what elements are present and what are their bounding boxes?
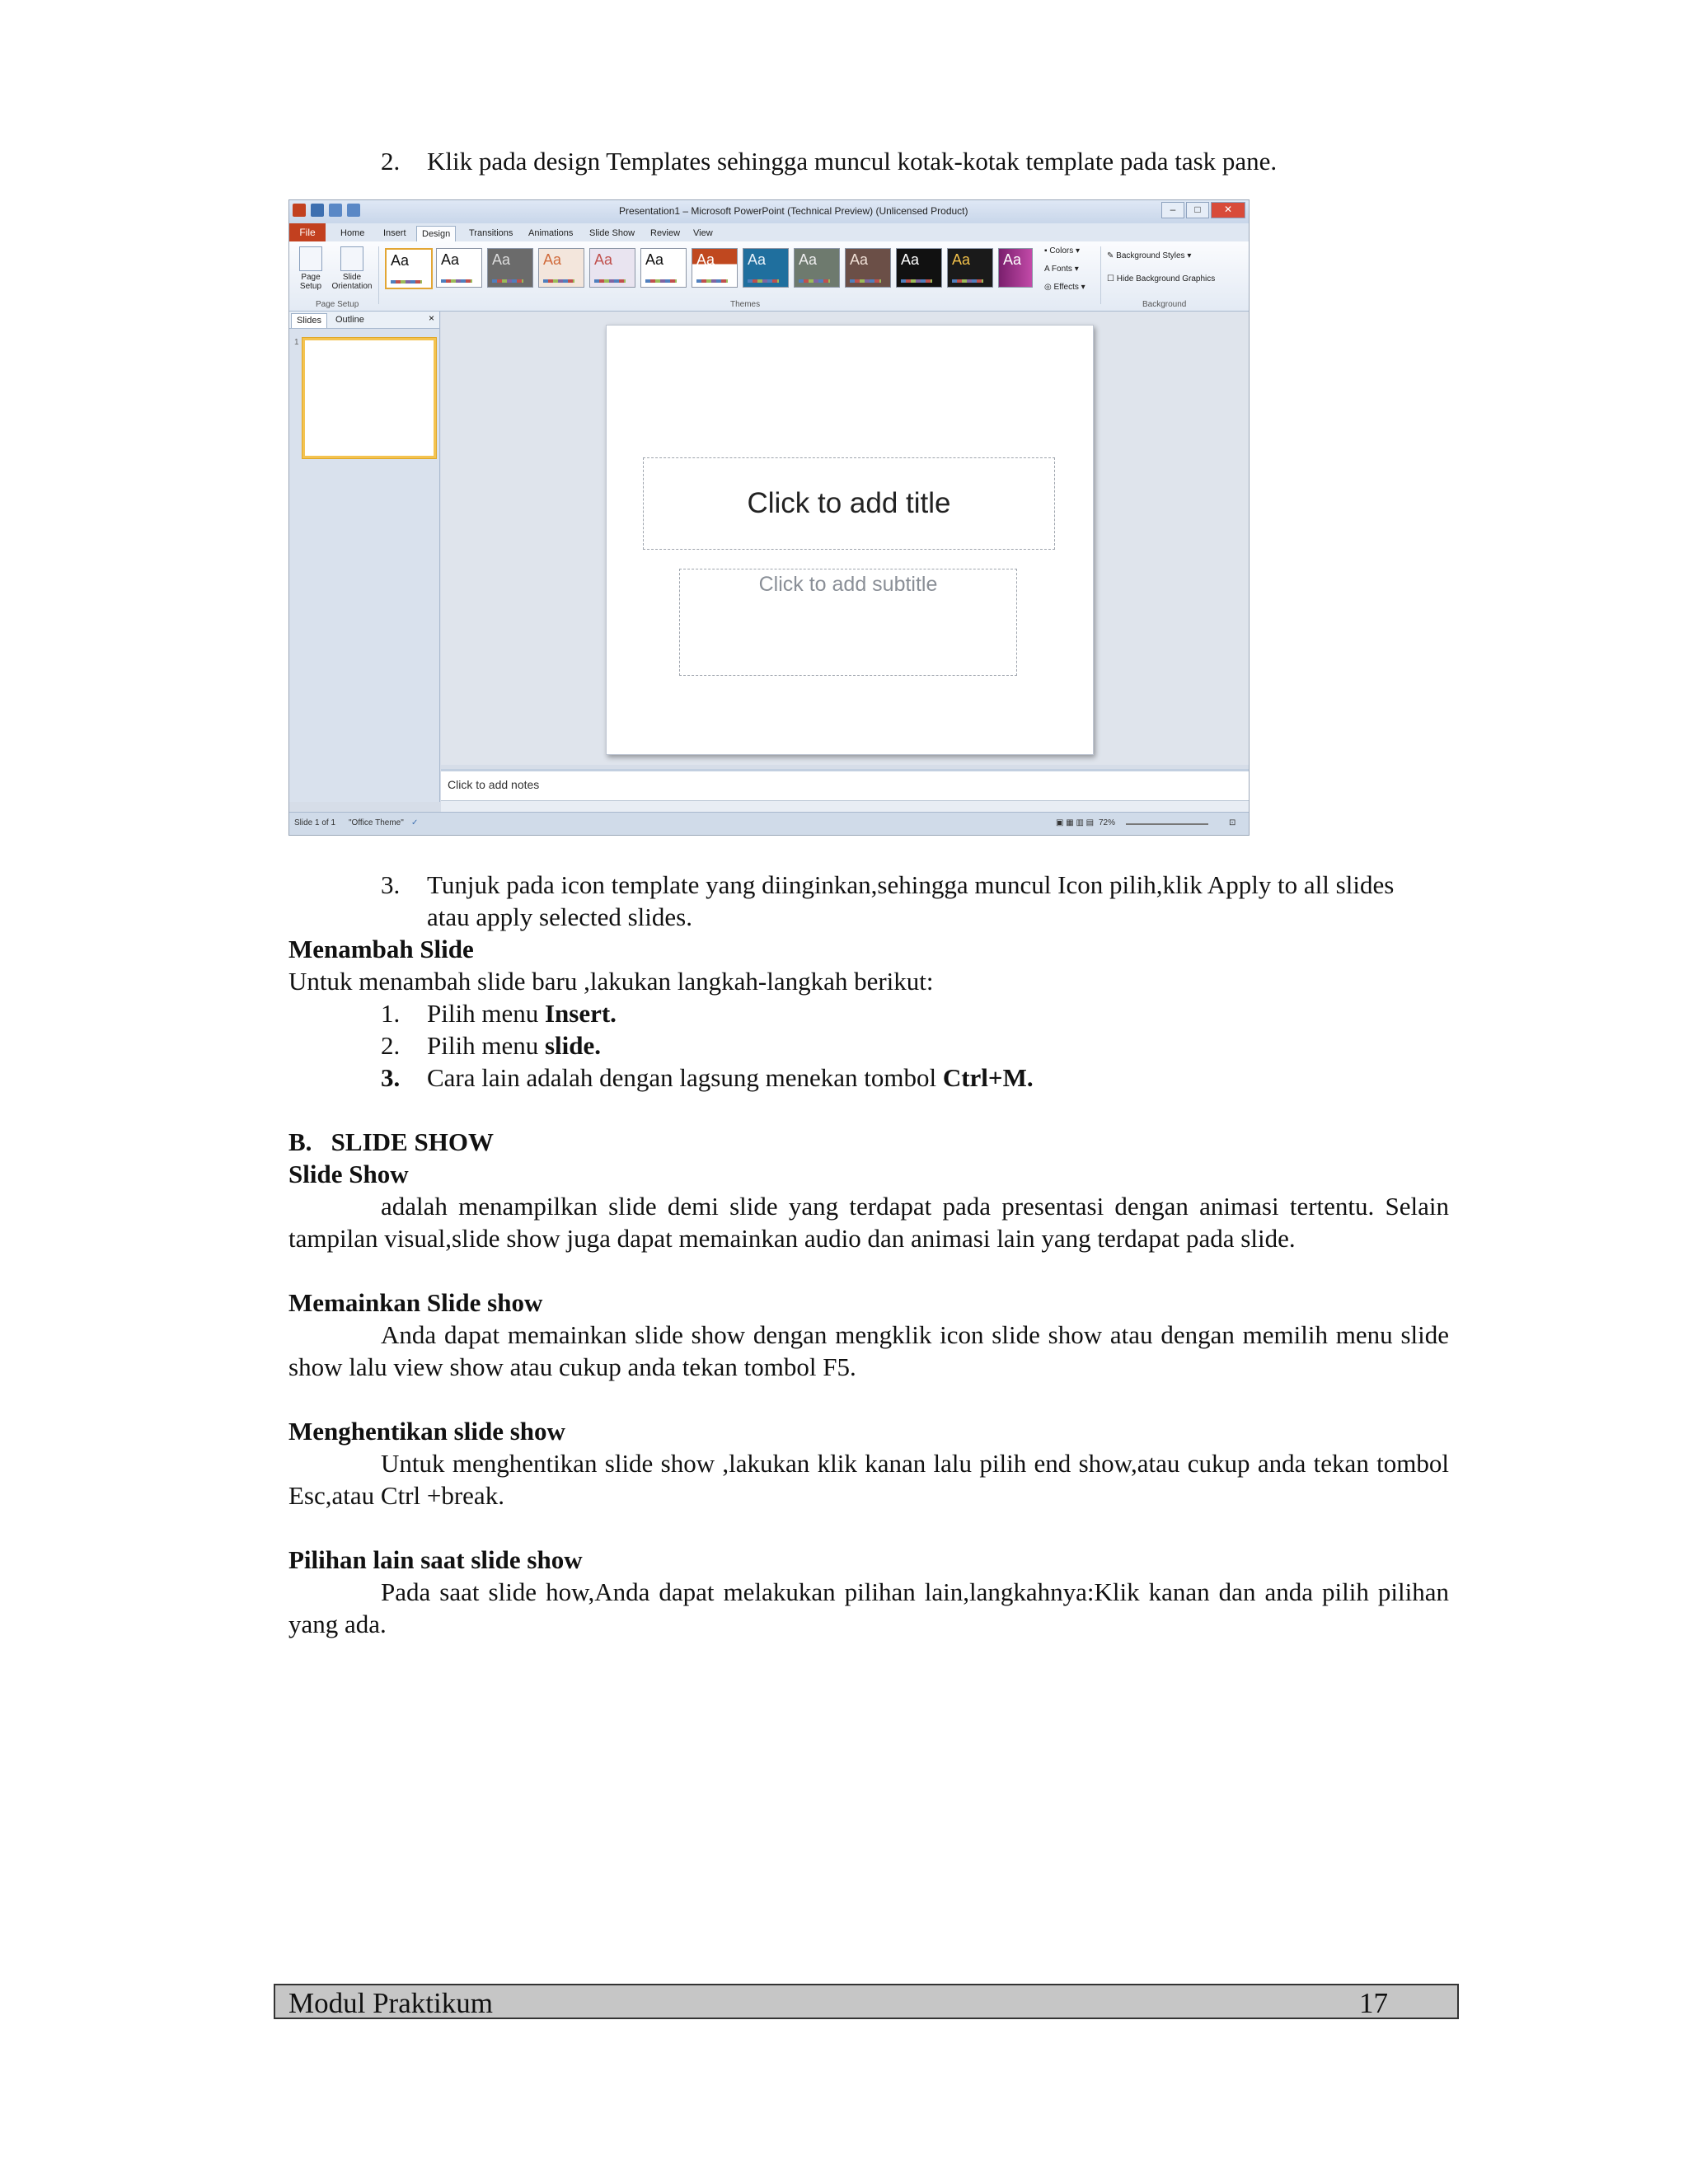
theme-thumbnail[interactable]: Aa: [896, 248, 942, 288]
slide-thumbnail-number: 1: [294, 338, 299, 347]
zoom-slider[interactable]: [1126, 823, 1208, 825]
paragraph: Untuk menghentikan slide show ,lakukan klik kanan lalu pilih end show,atau cukup anda tekan tombol Esc,atau Ctrl +break.: [288, 1449, 1449, 1510]
tab-outline[interactable]: Outline: [335, 315, 364, 325]
slide-canvas: [441, 312, 1249, 765]
tab-transitions[interactable]: Transitions: [469, 228, 513, 238]
tab-animations[interactable]: Animations: [528, 228, 574, 238]
window-titlebar: [289, 200, 1249, 223]
theme-thumbnail[interactable]: Aa: [640, 248, 687, 288]
maximize-icon[interactable]: □: [1186, 202, 1209, 218]
horizontal-scrollbar[interactable]: [441, 800, 1249, 813]
slides-pane: [289, 312, 440, 802]
theme-thumbnail[interactable]: Aa: [845, 248, 891, 288]
window-controls: [1161, 202, 1245, 218]
heading-memainkan: Memainkan Slide show: [288, 1288, 543, 1317]
tab-review[interactable]: Review: [650, 228, 681, 238]
close-icon[interactable]: ✕: [1211, 202, 1245, 218]
theme-thumbnail[interactable]: Aa: [487, 248, 533, 288]
status-bar: [289, 812, 1249, 836]
hide-background-checkbox[interactable]: ☐ Hide Background Graphics: [1107, 274, 1216, 284]
theme-thumbnail[interactable]: Aa: [743, 248, 789, 288]
minimize-icon[interactable]: –: [1161, 202, 1184, 218]
theme-thumbnail[interactable]: Aa: [538, 248, 584, 288]
slide-orientation-label: Slide Orientation: [331, 273, 373, 291]
section-heading: B. SLIDE SHOW: [288, 1127, 494, 1156]
quick-access-toolbar: [293, 204, 360, 217]
spellcheck-icon[interactable]: ✓: [411, 818, 419, 827]
ribbon-tabs: [289, 223, 1249, 241]
theme-thumbnail[interactable]: Aa: [589, 248, 635, 288]
theme-thumbnail[interactable]: Aa: [998, 248, 1033, 288]
subheading-slide-show: Slide Show: [288, 1160, 409, 1188]
fit-to-window-icon[interactable]: ⊡: [1229, 818, 1236, 827]
ribbon-separator: [378, 246, 379, 304]
theme-thumbnail[interactable]: Aa: [436, 248, 482, 288]
save-icon[interactable]: [311, 204, 324, 217]
ribbon-separator: [1100, 246, 1101, 304]
effects-button[interactable]: ◎ Effects ▾: [1044, 283, 1085, 292]
subtitle-placeholder[interactable]: Click to add subtitle: [679, 569, 1017, 676]
fonts-button[interactable]: A Fonts ▾: [1044, 265, 1079, 274]
background-group-label: Background: [1142, 300, 1187, 309]
tab-insert[interactable]: Insert: [383, 228, 406, 238]
ribbon: [289, 241, 1249, 312]
powerpoint-screenshot: [288, 199, 1250, 836]
undo-icon[interactable]: [329, 204, 342, 217]
themes-group-label: Themes: [730, 300, 761, 309]
page-setup-group-label: Page Setup: [316, 300, 359, 309]
pane-tabs: [289, 312, 439, 329]
notes-pane[interactable]: [441, 769, 1249, 803]
theme-thumbnail[interactable]: Aa: [692, 248, 738, 288]
view-buttons[interactable]: ▣ ▦ ▥ ▤: [1056, 818, 1095, 827]
page-setup-label: Page Setup: [299, 273, 322, 291]
window-title: Presentation1 – Microsoft PowerPoint (Technical Preview) (Unlicensed Product): [619, 205, 968, 217]
page-setup-button[interactable]: [294, 246, 327, 291]
notes-placeholder: Click to add notes: [448, 778, 540, 791]
title-placeholder[interactable]: Click to add title: [643, 457, 1055, 550]
zoom-level[interactable]: 72%: [1099, 818, 1116, 827]
slide[interactable]: [606, 325, 1094, 755]
paragraph: Pada saat slide how,Anda dapat melakukan pilihan lain,langkahnya:Klik kanan dan anda pilih pilihan yang ada.: [288, 1577, 1449, 1638]
close-icon[interactable]: ×: [428, 312, 434, 324]
list-text: Tunjuk pada icon template yang diinginkan,sehingga muncul Icon pilih,klik Apply to all slides: [427, 870, 1395, 899]
paragraph: adalah menampilkan slide demi slide yang terdapat pada presentasi dengan animasi tertentu. Selain tampilan visual,slide show juga dapat memainkan audio dan animasi lain yang terdapat pada slide.: [288, 1192, 1449, 1253]
tab-view[interactable]: View: [693, 228, 713, 238]
heading-menambah-slide: Menambah Slide: [288, 935, 474, 963]
paragraph: Untuk menambah slide baru ,lakukan langkah-langkah berikut:: [288, 967, 934, 996]
heading-menghentikan: Menghentikan slide show: [288, 1417, 565, 1446]
page-setup-icon: [299, 246, 322, 271]
tab-slide-show[interactable]: Slide Show: [589, 228, 635, 238]
powerpoint-logo-icon: [293, 204, 306, 217]
theme-thumbnail[interactable]: Aa: [794, 248, 840, 288]
list-number: 2.: [381, 147, 401, 176]
background-styles-button[interactable]: ✎ Background Styles ▾: [1107, 251, 1192, 260]
page-number: 17: [1359, 1987, 1388, 2019]
tab-home[interactable]: Home: [340, 228, 365, 238]
theme-name: "Office Theme": [349, 818, 404, 827]
footer-label: Modul Praktikum: [288, 1987, 493, 2019]
slide-count: Slide 1 of 1: [294, 818, 336, 827]
heading-pilihan-lain: Pilihan lain saat slide show: [288, 1545, 583, 1574]
file-tab[interactable]: File: [289, 223, 326, 241]
theme-thumbnail[interactable]: Aa: [947, 248, 993, 288]
slide-thumbnail[interactable]: [302, 338, 436, 458]
paragraph: Anda dapat memainkan slide show dengan mengklik icon slide show atau dengan memilih menu slide show lalu view show atau cukup anda tekan tombol F5.: [288, 1320, 1449, 1381]
slide-orientation-icon: [340, 246, 363, 271]
page-footer: [274, 1984, 1459, 2019]
redo-icon[interactable]: [347, 204, 360, 217]
theme-thumbnail[interactable]: Aa: [385, 248, 433, 289]
list-text: Klik pada design Templates sehingga muncul kotak-kotak template pada task pane.: [427, 147, 1278, 176]
list-number: 3.: [381, 870, 401, 899]
tab-design[interactable]: Design: [416, 226, 456, 242]
colors-button[interactable]: ▪ Colors ▾: [1044, 246, 1081, 255]
slide-orientation-button[interactable]: [329, 246, 375, 291]
tab-slides[interactable]: Slides: [291, 313, 327, 328]
list-text: atau apply selected slides.: [427, 902, 692, 931]
